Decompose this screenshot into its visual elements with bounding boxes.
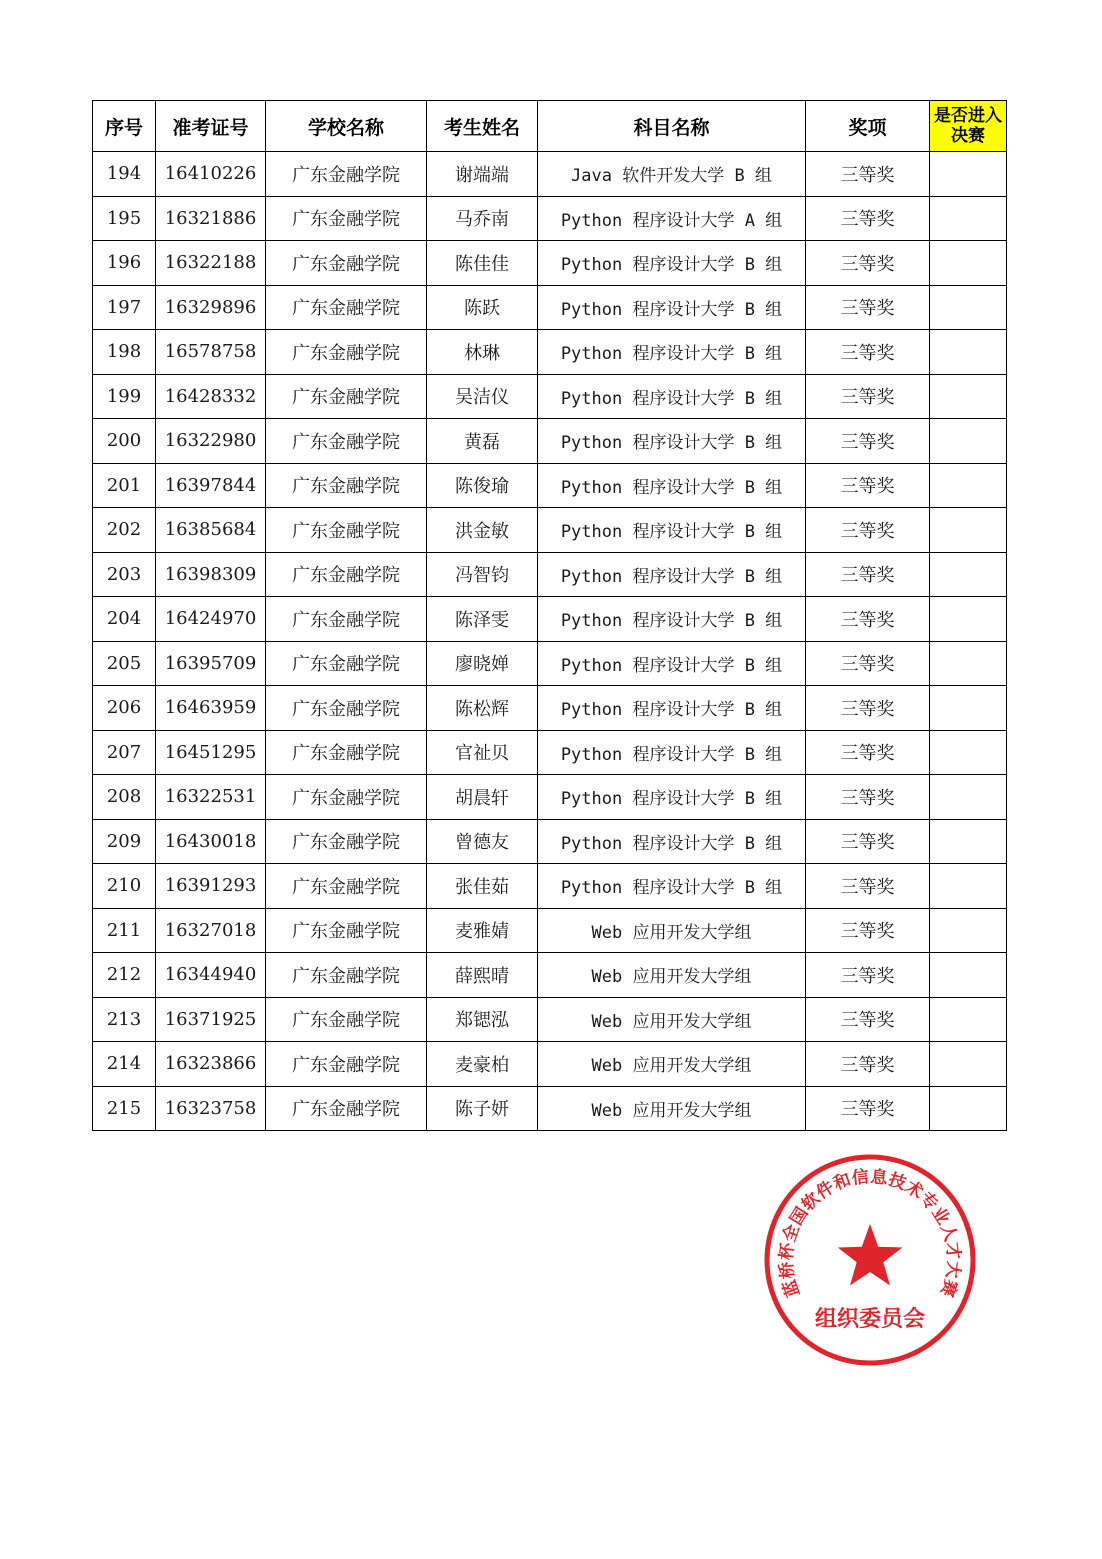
table-row bbox=[93, 730, 1007, 775]
table-row bbox=[93, 196, 1007, 241]
header-seq: 序号 bbox=[93, 101, 156, 152]
table-row bbox=[93, 463, 1007, 508]
cell-exam-id: 16344940 bbox=[156, 953, 266, 998]
cell-exam-id: 16323758 bbox=[156, 1086, 266, 1131]
cell-exam-id: 16322531 bbox=[156, 775, 266, 820]
cell-exam-id: 16371925 bbox=[156, 997, 266, 1042]
cell-exam-id: 16329896 bbox=[156, 285, 266, 330]
cell-name: 陈子妍 bbox=[427, 1086, 538, 1131]
cell-school: 广东金融学院 bbox=[266, 463, 427, 508]
cell-final bbox=[930, 1086, 1007, 1131]
cell-name: 黄磊 bbox=[427, 419, 538, 464]
table-row bbox=[93, 864, 1007, 909]
cell-final bbox=[930, 775, 1007, 820]
cell-seq: 213 bbox=[93, 997, 156, 1042]
cell-award: 三等奖 bbox=[806, 997, 930, 1042]
cell-seq: 211 bbox=[93, 908, 156, 953]
cell-award: 三等奖 bbox=[806, 819, 930, 864]
cell-exam-id: 16424970 bbox=[156, 597, 266, 642]
cell-award: 三等奖 bbox=[806, 241, 930, 286]
header-school: 学校名称 bbox=[266, 101, 427, 152]
cell-school: 广东金融学院 bbox=[266, 552, 427, 597]
table-row bbox=[93, 152, 1007, 197]
cell-exam-id: 16397844 bbox=[156, 463, 266, 508]
cell-exam-id: 16391293 bbox=[156, 864, 266, 909]
cell-name: 陈松辉 bbox=[427, 686, 538, 731]
cell-subject: Web 应用开发大学组 bbox=[538, 908, 806, 953]
cell-subject: Python 程序设计大学 B 组 bbox=[538, 463, 806, 508]
star-icon bbox=[838, 1224, 903, 1286]
cell-subject: Python 程序设计大学 B 组 bbox=[538, 864, 806, 909]
cell-name: 薛熙晴 bbox=[427, 953, 538, 998]
cell-seq: 209 bbox=[93, 819, 156, 864]
cell-subject: Python 程序设计大学 B 组 bbox=[538, 552, 806, 597]
cell-subject: Python 程序设计大学 B 组 bbox=[538, 330, 806, 375]
cell-seq: 212 bbox=[93, 953, 156, 998]
table-row bbox=[93, 552, 1007, 597]
cell-seq: 215 bbox=[93, 1086, 156, 1131]
table-row bbox=[93, 819, 1007, 864]
cell-seq: 196 bbox=[93, 241, 156, 286]
table-row bbox=[93, 330, 1007, 375]
cell-seq: 195 bbox=[93, 196, 156, 241]
cell-award: 三等奖 bbox=[806, 1086, 930, 1131]
table-row bbox=[93, 775, 1007, 820]
table-row bbox=[93, 1042, 1007, 1087]
cell-award: 三等奖 bbox=[806, 330, 930, 375]
table-row bbox=[93, 908, 1007, 953]
cell-school: 广东金融学院 bbox=[266, 686, 427, 731]
cell-exam-id: 16430018 bbox=[156, 819, 266, 864]
table-row bbox=[93, 419, 1007, 464]
cell-seq: 205 bbox=[93, 641, 156, 686]
header-subject: 科目名称 bbox=[538, 101, 806, 152]
seal-bottom-text: 组织委员会 bbox=[814, 1306, 926, 1332]
cell-school: 广东金融学院 bbox=[266, 775, 427, 820]
cell-name: 麦雅婧 bbox=[427, 908, 538, 953]
header-row bbox=[93, 101, 1007, 152]
cell-seq: 200 bbox=[93, 419, 156, 464]
cell-final bbox=[930, 463, 1007, 508]
cell-school: 广东金融学院 bbox=[266, 241, 427, 286]
cell-school: 广东金融学院 bbox=[266, 1042, 427, 1087]
cell-subject: Python 程序设计大学 B 组 bbox=[538, 374, 806, 419]
cell-final bbox=[930, 508, 1007, 553]
cell-name: 陈跃 bbox=[427, 285, 538, 330]
table-row bbox=[93, 997, 1007, 1042]
cell-name: 麦豪柏 bbox=[427, 1042, 538, 1087]
cell-award: 三等奖 bbox=[806, 463, 930, 508]
cell-exam-id: 16463959 bbox=[156, 686, 266, 731]
cell-school: 广东金融学院 bbox=[266, 374, 427, 419]
cell-school: 广东金融学院 bbox=[266, 152, 427, 197]
cell-school: 广东金融学院 bbox=[266, 285, 427, 330]
cell-school: 广东金融学院 bbox=[266, 997, 427, 1042]
header-name: 考生姓名 bbox=[427, 101, 538, 152]
cell-seq: 198 bbox=[93, 330, 156, 375]
cell-award: 三等奖 bbox=[806, 641, 930, 686]
cell-exam-id: 16322188 bbox=[156, 241, 266, 286]
cell-final bbox=[930, 730, 1007, 775]
cell-final bbox=[930, 152, 1007, 197]
cell-exam-id: 16410226 bbox=[156, 152, 266, 197]
cell-subject: Web 应用开发大学组 bbox=[538, 953, 806, 998]
table-row bbox=[93, 508, 1007, 553]
cell-award: 三等奖 bbox=[806, 374, 930, 419]
table-row bbox=[93, 641, 1007, 686]
cell-award: 三等奖 bbox=[806, 1042, 930, 1087]
cell-seq: 201 bbox=[93, 463, 156, 508]
cell-school: 广东金融学院 bbox=[266, 641, 427, 686]
cell-final bbox=[930, 864, 1007, 909]
cell-subject: Python 程序设计大学 B 组 bbox=[538, 819, 806, 864]
cell-final bbox=[930, 819, 1007, 864]
cell-seq: 202 bbox=[93, 508, 156, 553]
cell-name: 吴洁仪 bbox=[427, 374, 538, 419]
cell-final bbox=[930, 953, 1007, 998]
cell-final bbox=[930, 419, 1007, 464]
cell-exam-id: 16578758 bbox=[156, 330, 266, 375]
cell-exam-id: 16321886 bbox=[156, 196, 266, 241]
cell-subject: Python 程序设计大学 B 组 bbox=[538, 241, 806, 286]
cell-school: 广东金融学院 bbox=[266, 196, 427, 241]
header-award: 奖项 bbox=[806, 101, 930, 152]
cell-name: 胡晨轩 bbox=[427, 775, 538, 820]
table-row bbox=[93, 374, 1007, 419]
cell-seq: 208 bbox=[93, 775, 156, 820]
cell-seq: 207 bbox=[93, 730, 156, 775]
cell-exam-id: 16323866 bbox=[156, 1042, 266, 1087]
cell-final bbox=[930, 552, 1007, 597]
table-row bbox=[93, 597, 1007, 642]
cell-seq: 199 bbox=[93, 374, 156, 419]
cell-name: 陈泽雯 bbox=[427, 597, 538, 642]
cell-final bbox=[930, 374, 1007, 419]
cell-name: 马乔南 bbox=[427, 196, 538, 241]
cell-name: 冯智钧 bbox=[427, 552, 538, 597]
cell-subject: Python 程序设计大学 B 组 bbox=[538, 597, 806, 642]
cell-subject: Python 程序设计大学 B 组 bbox=[538, 419, 806, 464]
cell-subject: Python 程序设计大学 B 组 bbox=[538, 641, 806, 686]
cell-award: 三等奖 bbox=[806, 597, 930, 642]
cell-school: 广东金融学院 bbox=[266, 730, 427, 775]
cell-seq: 206 bbox=[93, 686, 156, 731]
cell-subject: Python 程序设计大学 A 组 bbox=[538, 196, 806, 241]
cell-school: 广东金融学院 bbox=[266, 819, 427, 864]
cell-seq: 194 bbox=[93, 152, 156, 197]
table-row bbox=[93, 285, 1007, 330]
cell-subject: Java 软件开发大学 B 组 bbox=[538, 152, 806, 197]
table-row bbox=[93, 953, 1007, 998]
cell-school: 广东金融学院 bbox=[266, 419, 427, 464]
cell-exam-id: 16451295 bbox=[156, 730, 266, 775]
cell-name: 洪金敏 bbox=[427, 508, 538, 553]
table-body bbox=[93, 152, 1007, 1131]
cell-subject: Python 程序设计大学 B 组 bbox=[538, 285, 806, 330]
cell-name: 曾德友 bbox=[427, 819, 538, 864]
cell-name: 廖晓婵 bbox=[427, 641, 538, 686]
seal-arc-text: 蓝桥杯全国软件和信息技术专业人才大赛 bbox=[776, 1167, 964, 1300]
cell-school: 广东金融学院 bbox=[266, 508, 427, 553]
cell-award: 三等奖 bbox=[806, 419, 930, 464]
cell-award: 三等奖 bbox=[806, 152, 930, 197]
cell-award: 三等奖 bbox=[806, 953, 930, 998]
cell-school: 广东金融学院 bbox=[266, 953, 427, 998]
cell-subject: Web 应用开发大学组 bbox=[538, 1042, 806, 1087]
cell-final bbox=[930, 908, 1007, 953]
cell-name: 陈佳佳 bbox=[427, 241, 538, 286]
cell-school: 广东金融学院 bbox=[266, 908, 427, 953]
cell-award: 三等奖 bbox=[806, 686, 930, 731]
cell-school: 广东金融学院 bbox=[266, 864, 427, 909]
cell-subject: Python 程序设计大学 B 组 bbox=[538, 775, 806, 820]
table-row bbox=[93, 241, 1007, 286]
cell-subject: Python 程序设计大学 B 组 bbox=[538, 686, 806, 731]
cell-seq: 214 bbox=[93, 1042, 156, 1087]
cell-name: 陈俊瑜 bbox=[427, 463, 538, 508]
cell-subject: Web 应用开发大学组 bbox=[538, 1086, 806, 1131]
cell-award: 三等奖 bbox=[806, 908, 930, 953]
cell-final bbox=[930, 196, 1007, 241]
cell-final bbox=[930, 641, 1007, 686]
cell-exam-id: 16385684 bbox=[156, 508, 266, 553]
cell-award: 三等奖 bbox=[806, 508, 930, 553]
cell-name: 官祉贝 bbox=[427, 730, 538, 775]
cell-final bbox=[930, 686, 1007, 731]
cell-school: 广东金融学院 bbox=[266, 330, 427, 375]
cell-seq: 210 bbox=[93, 864, 156, 909]
cell-seq: 203 bbox=[93, 552, 156, 597]
cell-name: 张佳茹 bbox=[427, 864, 538, 909]
cell-award: 三等奖 bbox=[806, 775, 930, 820]
cell-subject: Python 程序设计大学 B 组 bbox=[538, 508, 806, 553]
cell-final bbox=[930, 241, 1007, 286]
cell-final bbox=[930, 285, 1007, 330]
cell-school: 广东金融学院 bbox=[266, 1086, 427, 1131]
cell-award: 三等奖 bbox=[806, 730, 930, 775]
cell-exam-id: 16428332 bbox=[156, 374, 266, 419]
cell-final bbox=[930, 1042, 1007, 1087]
cell-name: 林琳 bbox=[427, 330, 538, 375]
cell-award: 三等奖 bbox=[806, 864, 930, 909]
cell-exam-id: 16398309 bbox=[156, 552, 266, 597]
cell-final bbox=[930, 997, 1007, 1042]
header-final: 是否进入决赛 bbox=[930, 101, 1007, 152]
results-table bbox=[92, 100, 1007, 1131]
cell-award: 三等奖 bbox=[806, 285, 930, 330]
cell-seq: 197 bbox=[93, 285, 156, 330]
cell-subject: Python 程序设计大学 B 组 bbox=[538, 730, 806, 775]
cell-exam-id: 16395709 bbox=[156, 641, 266, 686]
cell-final bbox=[930, 330, 1007, 375]
cell-subject: Web 应用开发大学组 bbox=[538, 997, 806, 1042]
cell-seq: 204 bbox=[93, 597, 156, 642]
cell-name: 郑锶泓 bbox=[427, 997, 538, 1042]
cell-exam-id: 16322980 bbox=[156, 419, 266, 464]
header-exam-id: 准考证号 bbox=[156, 101, 266, 152]
table-row bbox=[93, 686, 1007, 731]
cell-final bbox=[930, 597, 1007, 642]
cell-award: 三等奖 bbox=[806, 196, 930, 241]
cell-exam-id: 16327018 bbox=[156, 908, 266, 953]
cell-school: 广东金融学院 bbox=[266, 597, 427, 642]
table-row bbox=[93, 1086, 1007, 1131]
organizer-seal bbox=[762, 1152, 978, 1368]
cell-name: 谢端端 bbox=[427, 152, 538, 197]
cell-award: 三等奖 bbox=[806, 552, 930, 597]
